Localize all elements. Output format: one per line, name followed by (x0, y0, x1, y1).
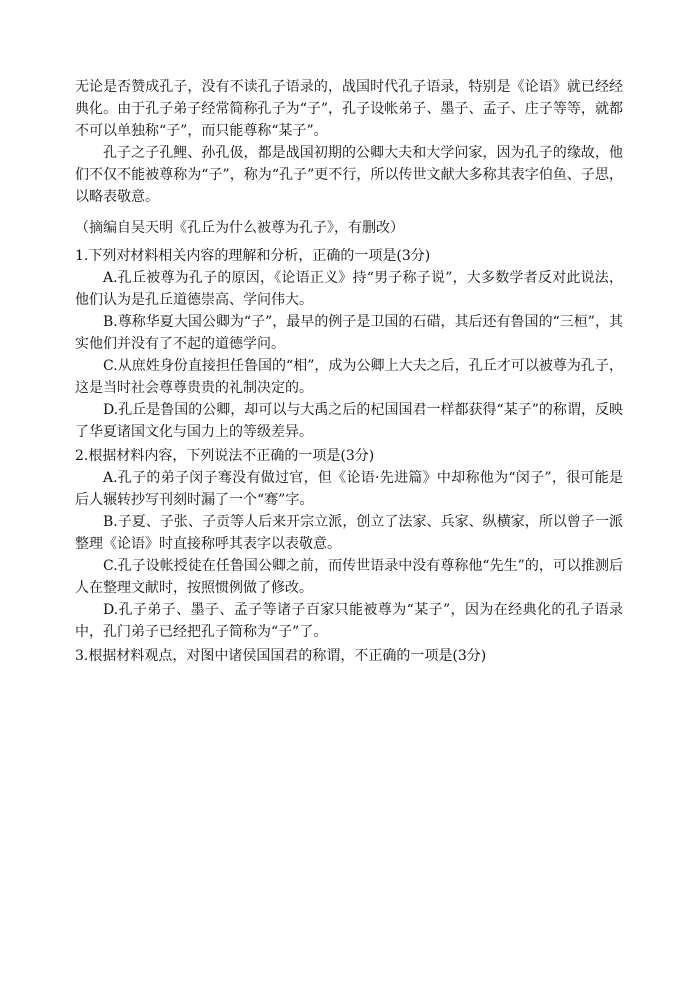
source-citation: （摘编自吴天明《孔丘为什么被尊为孔子》，有删改） (75, 220, 404, 236)
passage-paragraph-2: 孔子之子孔鲤、孙孔伋，都是战国初期的公卿大夫和大学问家，因为孔子的缘故，他们不仅不能被尊称为“子”，称为“孔子”更不行，所以传世文献大多称其表字伯鱼、子思，以略表敬意。 (75, 145, 623, 205)
question-3 (75, 645, 623, 667)
question-1-option-a: A.孔丘被尊为孔子的原因，《论语正义》持“男子称子说”，大多数学者反对此说法，他们认为是孔丘道德崇高、学问伟大。 (75, 270, 623, 308)
question-1-stem: 1.下列对材料相关内容的理解和分析，正确的一项是(3分) (75, 248, 431, 264)
passage-paragraph-1: 无论是否赞成孔子，没有不读孔子语录的，战国时代孔子语录，特别是《论语》就已经经典化。由于孔子弟子经常简称孔子为“子”，孔子设帐弟子、墨子、孟子、庄子等等，就都不可以单独称“子”，而只能尊称“某子”。 (75, 79, 623, 139)
question-3-stem: 3.根据材料观点，对图中诸侯国国君的称谓，不正确的一项是(3分) (75, 648, 487, 664)
question-2-option-a: A.孔子的弟子闵子骞没有做过官，但《论语·先进篇》中却称他为“闵子”，很可能是后人辗转抄写刊刻时漏了一个“骞”字。 (75, 470, 623, 508)
question-1 (75, 245, 623, 443)
document-page (75, 76, 623, 667)
question-1-option-d: D.孔丘是鲁国的公卿，却可以与大禹之后的杞国国君一样都获得“某子”的称谓，反映了华夏诸国文化与国力上的等级差异。 (75, 402, 623, 440)
question-2-option-b: B.子夏、子张、子贡等人后来开宗立派，创立了法家、兵家、纵横家，所以曾子一派整理《论语》时直接称呼其表字以表敬意。 (75, 514, 623, 552)
question-1-option-b: B.尊称华夏大国公卿为“子”，最早的例子是卫国的石碏，其后还有鲁国的“三桓”，其实他们并没有了不起的道德学问。 (75, 314, 623, 352)
question-2-stem: 2.根据材料内容，下列说法不正确的一项是(3分) (75, 448, 375, 464)
question-2-option-c: C.孔子设帐授徒在任鲁国公卿之前，而传世语录中没有尊称他“先生”的，可以推测后人在整理文献时，按照惯例做了修改。 (75, 558, 623, 596)
question-2-option-d: D.孔子弟子、墨子、孟子等诸子百家只能被尊为“某子”，因为在经典化的孔子语录中，孔门弟子已经把孔子简称为“子”了。 (75, 602, 623, 640)
question-2 (75, 445, 623, 643)
question-1-option-c: C.从庶姓身份直接担任鲁国的“相”，成为公卿上大夫之后，孔丘才可以被尊为孔子，这是当时社会尊尊贵贵的礼制决定的。 (75, 358, 623, 396)
